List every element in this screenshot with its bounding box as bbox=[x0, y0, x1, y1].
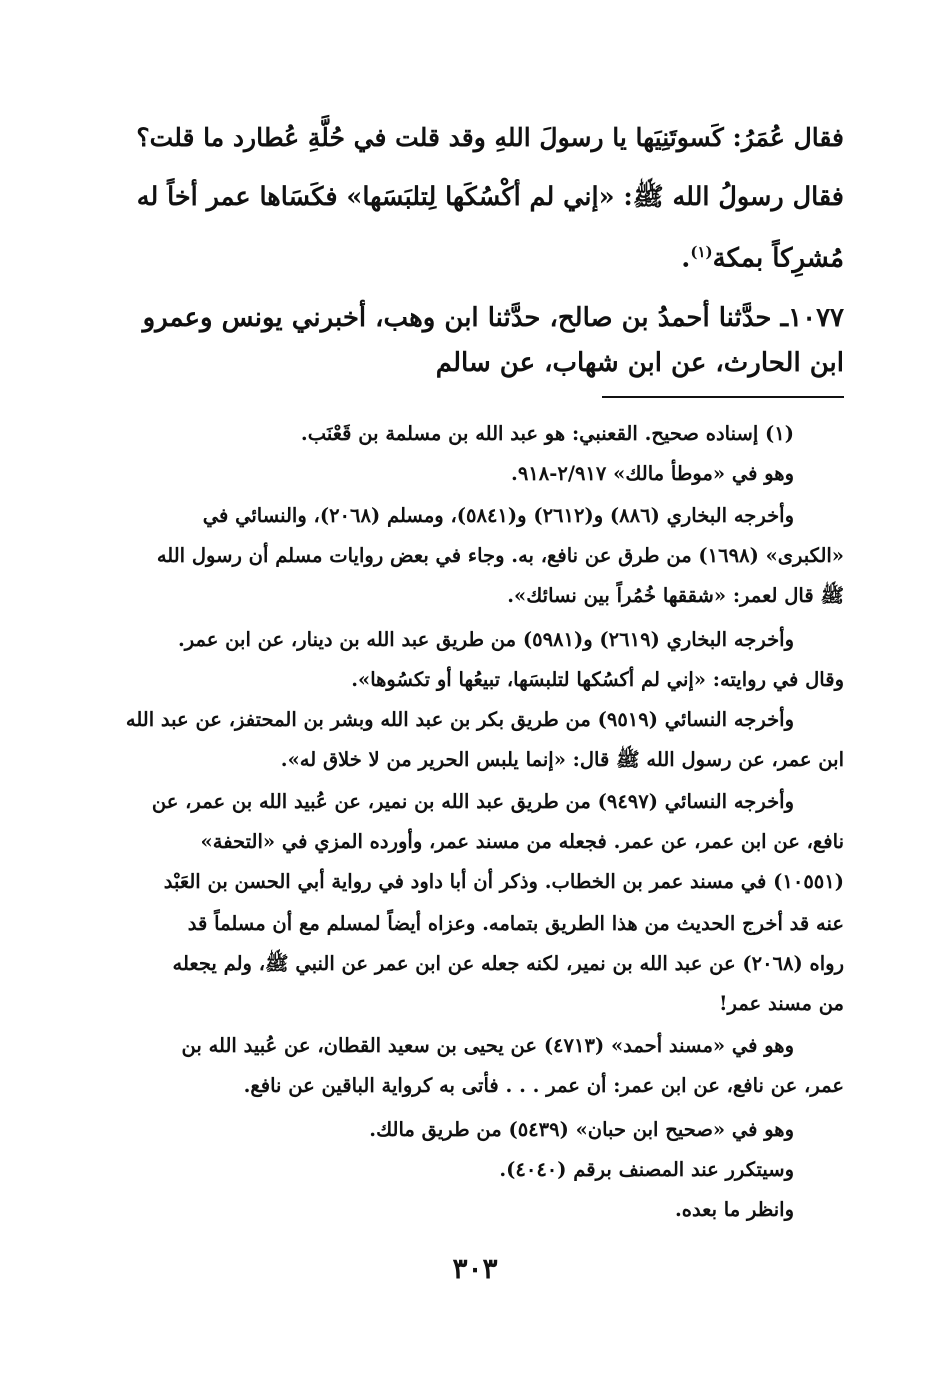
footnote-line: وأخرجه البخاري (٨٨٦) و(٢٦١٢) و(٥٨٤١)، ومسلم (٢٠٦٨)، والنسائي في bbox=[202, 504, 794, 527]
footnote-line: وانظر ما بعده. bbox=[674, 1198, 794, 1221]
footnote-line: (١٠٥٥١) في مسند عمر بن الخطاب. وذكر أن أبا داود في رواية أبي الحسن بن العَبْد bbox=[163, 870, 844, 893]
main-line-1: فقال عُمَرُ: كَسوتَنِيَها يا رسولَ اللهِ وقد قلت في حُلَّةِ عُطارد ما قلت؟ bbox=[136, 123, 844, 152]
footnote-line: وقال في روايته: «إني لم أكسُكها لتلبسَها، تبيعُها أو تكسُوها». bbox=[351, 668, 844, 691]
hadith-1077-line-2: ابن الحارث، عن ابن شهاب، عن سالم bbox=[435, 348, 844, 378]
main-line-2: فقال رسولُ الله ﷺ: «إني لم أكْسُكَها لِتلبَسَها» فكَسَاها عمر أخاً له bbox=[136, 182, 844, 212]
main-line-3 bbox=[126, 232, 844, 272]
footnote-line: من مسند عمر! bbox=[718, 992, 844, 1015]
footnote-line: وهو في «مسند أحمد» (٤٧١٣) عن يحيى بن سعيد القطان، عن عُبيد الله بن bbox=[181, 1034, 794, 1057]
footnote-line: (١) إسناده صحيح. القعنبي: هو عبد الله بن مسلمة بن قَعْنَب. bbox=[300, 422, 794, 445]
main-line-3-text: مُشرِكاً بمكة bbox=[712, 243, 844, 274]
footnote-line: وهو في «موطأ مالك» ٢/٩١٧-٩١٨. bbox=[511, 462, 794, 485]
footnote-line: وهو في «صحيح ابن حبان» (٥٤٣٩) من طريق مالك. bbox=[369, 1118, 794, 1141]
footnote-line: وأخرجه النسائي (٩٥١٩) من طريق بكر بن عبد الله وبشر بن المحتفز، عن عبد الله bbox=[125, 708, 794, 731]
footnote-line: وسيتكرر عند المصنف برقم (٤٠٤٠). bbox=[499, 1158, 794, 1181]
main-line-3-end: . bbox=[681, 243, 691, 274]
footnote-line: رواه (٢٠٦٨) عن عبد الله بن نمير، لكنه جعله عن ابن عمر عن النبي ﷺ، ولم يجعله bbox=[172, 952, 844, 975]
footnote-line: عنه قد أخرج الحديث من هذا الطريق بتمامه. وعزاه أيضاً لمسلم مع أن مسلماً قد bbox=[187, 912, 844, 935]
footnote-line: ﷺ قال لعمر: «شققها خُمُراً بين نسائك». bbox=[507, 584, 844, 607]
footnote-line: وأخرجه البخاري (٢٦١٩) و(٥٩٨١) من طريق عبد الله بن دينار، عن ابن عمر. bbox=[177, 628, 794, 651]
footnote-line: نافع، عن ابن عمر، عن عمر. فجعله من مسند عمر، وأورده المزي في «التحفة» bbox=[200, 830, 844, 853]
footnote-line: وأخرجه النسائي (٩٤٩٧) من طريق عبد الله بن نمير، عن عُبيد الله بن عمر، عن bbox=[151, 790, 794, 813]
page-number: ٣٠٣ bbox=[452, 1252, 498, 1285]
footnote-line: ابن عمر، عن رسول الله ﷺ قال: «إنما يلبس الحرير من لا خلاق له». bbox=[280, 748, 844, 771]
footnote-line: عمر، عن نافع، عن ابن عمر: أن عمر . . . فأتى به كرواية الباقين عن نافع. bbox=[243, 1074, 844, 1097]
footnote-ref: (١) bbox=[690, 243, 713, 261]
footnote-line: «الكبرى» (١٦٩٨) من طرق عن نافع، به. وجاء في بعض روايات مسلم أن رسول الله bbox=[156, 544, 844, 567]
hadith-1077-line-1: ١٠٧٧ـ حدَّثنا أحمدُ بن صالح، حدَّثنا ابن وهب، أخبرني يونس وعمرو bbox=[142, 303, 844, 333]
footnote-separator bbox=[602, 396, 844, 398]
